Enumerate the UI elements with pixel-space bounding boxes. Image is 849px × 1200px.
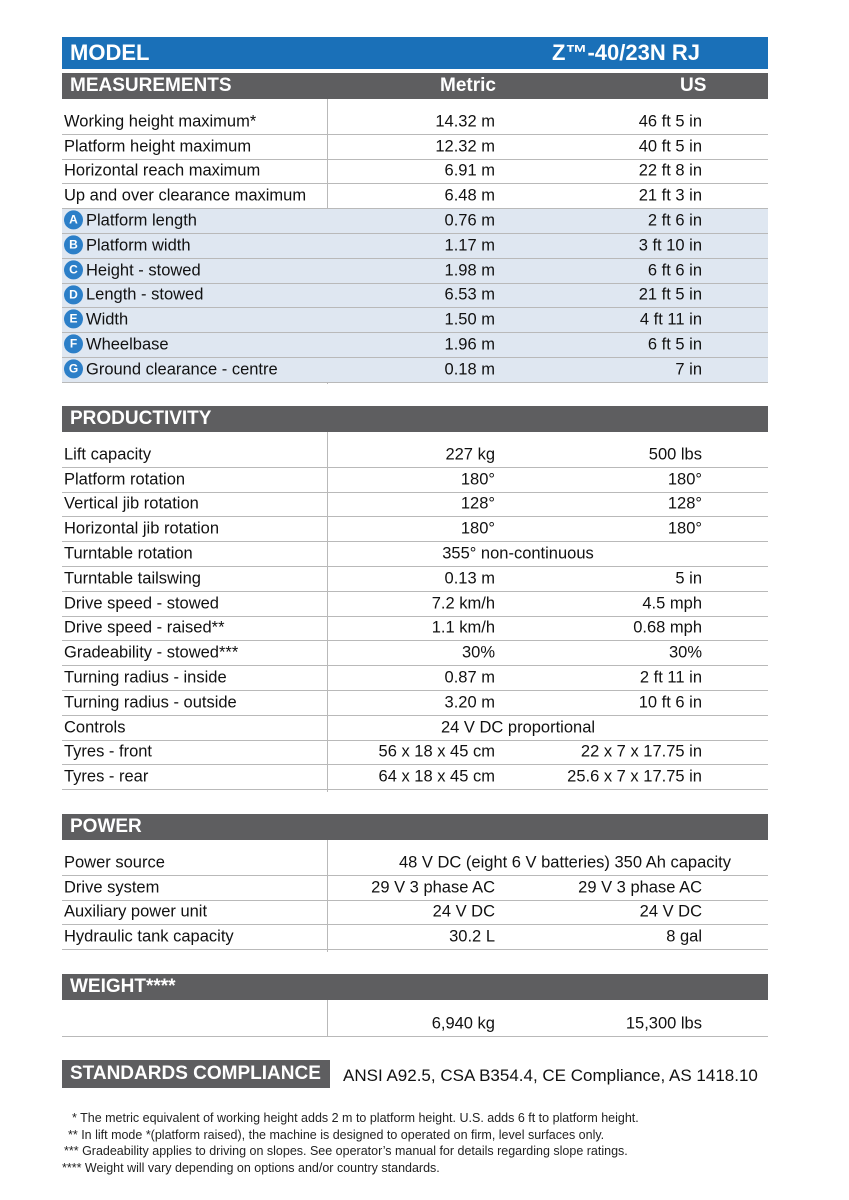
table-row — [62, 308, 768, 333]
us-value: 46 ft 5 in — [638, 112, 702, 131]
table-row — [62, 517, 768, 542]
row-label-text: Turntable tailswing — [64, 569, 201, 588]
us-value: 22 x 7 x 17.75 in — [580, 742, 702, 761]
table-row — [62, 901, 768, 926]
row-label — [64, 187, 306, 206]
row-label-text: Platform rotation — [64, 470, 186, 489]
row-label — [64, 112, 256, 131]
us-value: 2 ft 6 in — [647, 211, 702, 230]
metric-value: 3.20 m — [444, 693, 495, 712]
row-label-text: Tyres - front — [64, 742, 153, 761]
footnotes — [62, 1110, 639, 1176]
row-label-text: Platform height maximum — [64, 137, 252, 156]
row-label — [64, 212, 197, 231]
table-row — [62, 259, 768, 284]
row-label-text: Horizontal jib rotation — [64, 519, 219, 538]
dimension-badge-icon: D — [64, 285, 83, 304]
row-label-text: Platform width — [86, 236, 191, 255]
model-label: MODEL — [70, 40, 150, 65]
row-label-text: Hydraulic tank capacity — [64, 927, 234, 946]
dimension-badge-icon: B — [64, 235, 83, 254]
table-row — [62, 443, 768, 468]
us-value: 30% — [668, 643, 702, 662]
dimension-badge-icon: G — [64, 359, 83, 378]
metric-value: 56 x 18 x 45 cm — [378, 742, 495, 761]
us-value: 6 ft 5 in — [647, 335, 702, 354]
table-row — [62, 542, 768, 567]
dimension-badge-icon: C — [64, 260, 83, 279]
row-label — [64, 669, 227, 688]
row-label — [64, 718, 125, 737]
table-row — [62, 234, 768, 259]
metric-value: 12.32 m — [435, 137, 495, 156]
weight-row — [62, 1011, 768, 1037]
model-name: Z™-40/23N RJ — [552, 40, 700, 65]
row-label — [64, 445, 151, 464]
measurements-title: MEASUREMENTS — [70, 75, 232, 96]
table-row — [62, 209, 768, 234]
metric-value: 30% — [461, 643, 495, 662]
metric-value: 6.53 m — [444, 285, 495, 304]
row-label-text: Turning radius - inside — [64, 668, 227, 687]
us-value: 0.68 mph — [633, 618, 702, 637]
row-label-text: Controls — [64, 718, 126, 737]
model-header — [62, 37, 768, 69]
power-title: POWER — [70, 816, 142, 837]
combined-value: 24 V DC proportional — [440, 718, 596, 737]
metric-value: 128° — [460, 494, 495, 513]
row-label — [64, 743, 152, 762]
table-row — [62, 358, 768, 383]
us-value: 25.6 x 7 x 17.75 in — [567, 767, 702, 786]
row-label — [64, 470, 185, 489]
us-value: 500 lbs — [648, 445, 702, 464]
row-label — [64, 286, 203, 305]
us-value: 40 ft 5 in — [638, 137, 702, 156]
row-label — [64, 162, 260, 181]
table-row — [62, 135, 768, 160]
row-label-text: Up and over clearance maximum — [64, 186, 307, 205]
weight-us: 15,300 lbs — [625, 1014, 702, 1032]
metric-column-header: Metric — [440, 75, 496, 96]
metric-value: 1.96 m — [444, 335, 495, 354]
productivity-header — [62, 406, 768, 432]
standards-header — [62, 1060, 330, 1088]
table-row — [62, 765, 768, 790]
row-label-text: Auxiliary power unit — [64, 902, 208, 921]
dimension-badge-icon: E — [64, 310, 83, 329]
row-label — [64, 261, 201, 280]
table-row — [62, 333, 768, 358]
metric-value: 30.2 L — [449, 927, 495, 946]
table-row — [62, 567, 768, 592]
row-label-text: Length - stowed — [86, 285, 204, 304]
metric-value: 14.32 m — [435, 112, 495, 131]
row-label — [64, 903, 207, 922]
row-label-text: Platform length — [86, 211, 197, 230]
combined-value: 355° non-continuous — [442, 544, 594, 563]
row-label — [64, 693, 237, 712]
row-label-text: Height - stowed — [86, 261, 201, 280]
table-row — [62, 110, 768, 135]
us-value: 29 V 3 phase AC — [578, 878, 702, 897]
row-label-text: Drive system — [64, 878, 160, 897]
row-label-text: Ground clearance - centre — [86, 360, 278, 379]
us-value: 4.5 mph — [642, 594, 702, 613]
us-value: 8 gal — [666, 927, 702, 946]
metric-value: 1.17 m — [444, 236, 495, 255]
metric-value: 29 V 3 phase AC — [371, 878, 495, 897]
dimension-badge-icon: F — [64, 335, 83, 354]
us-value: 4 ft 11 in — [639, 310, 702, 329]
table-row — [62, 493, 768, 518]
row-label-text: Tyres - rear — [64, 767, 149, 786]
row-label-text: Gradeability - stowed*** — [64, 643, 239, 662]
metric-value: 7.2 km/h — [431, 594, 495, 613]
metric-value: 180° — [460, 470, 495, 489]
row-label-text: Vertical jib rotation — [64, 494, 199, 513]
row-label — [64, 236, 191, 255]
table-row — [62, 184, 768, 209]
row-label — [64, 495, 199, 514]
row-label — [64, 644, 238, 663]
row-label — [64, 768, 148, 787]
row-label — [64, 878, 159, 897]
weight-header — [62, 974, 768, 1000]
table-row — [62, 666, 768, 691]
row-label-text: Width — [86, 310, 129, 329]
us-value: 21 ft 5 in — [638, 285, 702, 304]
table-row — [62, 691, 768, 716]
row-label — [64, 311, 128, 330]
metric-value: 0.76 m — [444, 211, 495, 230]
power-table — [62, 851, 768, 950]
table-row — [62, 851, 768, 876]
us-value: 2 ft 11 in — [639, 668, 702, 687]
combined-value: 48 V DC (eight 6 V batteries) 350 Ah capacity — [398, 853, 731, 872]
weight-table — [62, 1011, 768, 1037]
standards-title: STANDARDS COMPLIANCE — [70, 1063, 321, 1084]
us-value: 10 ft 6 in — [638, 693, 702, 712]
table-row — [62, 592, 768, 617]
row-label — [64, 928, 234, 947]
table-row — [62, 160, 768, 185]
table-row — [62, 925, 768, 950]
dimension-badge-icon: A — [64, 211, 83, 230]
metric-value: 0.87 m — [444, 668, 495, 687]
us-value: 7 in — [675, 360, 702, 379]
table-row — [62, 876, 768, 901]
table-row — [62, 716, 768, 741]
row-label-text: Lift capacity — [64, 445, 152, 464]
metric-value: 24 V DC — [432, 902, 495, 921]
row-label-text: Drive speed - raised** — [64, 618, 225, 637]
row-label — [64, 545, 193, 564]
metric-value: 6.91 m — [444, 161, 495, 180]
row-label-text: Turntable rotation — [64, 544, 193, 563]
measurements-table — [62, 110, 768, 383]
table-row — [62, 617, 768, 642]
row-label-text: Turning radius - outside — [64, 693, 237, 712]
weight-title: WEIGHT**** — [70, 976, 176, 997]
footnote: *** Gradeability applies to driving on slopes. See operator’s manual for details regarding slope ratings. — [64, 1144, 628, 1158]
row-label — [64, 569, 201, 588]
row-label — [64, 594, 219, 613]
metric-value: 1.50 m — [444, 310, 495, 329]
power-header — [62, 814, 768, 840]
us-value: 21 ft 3 in — [638, 186, 702, 205]
row-label — [64, 360, 278, 379]
metric-value: 180° — [460, 519, 495, 538]
row-label-text: Horizontal reach maximum — [64, 161, 261, 180]
metric-value: 1.98 m — [444, 261, 495, 280]
us-value: 24 V DC — [639, 902, 702, 921]
row-label-text: Drive speed - stowed — [64, 594, 219, 613]
footnote: * The metric equivalent of working height adds 2 m to platform height. U.S. adds 6 ft to platform height. — [72, 1111, 639, 1125]
table-row — [62, 284, 768, 309]
row-label — [64, 853, 165, 872]
row-label — [64, 619, 225, 638]
footnote: ** In lift mode *(platform raised), the machine is designed to operated on firm, level surfaces only. — [68, 1127, 605, 1142]
metric-value: 64 x 18 x 45 cm — [378, 767, 495, 786]
us-value: 180° — [667, 519, 702, 538]
productivity-title: PRODUCTIVITY — [70, 408, 212, 429]
us-value: 6 ft 6 in — [647, 261, 702, 280]
us-value: 3 ft 10 in — [638, 236, 702, 255]
metric-value: 1.1 km/h — [431, 618, 495, 637]
productivity-table — [62, 443, 768, 790]
measurements-header — [62, 73, 768, 99]
standards-text: ANSI A92.5, CSA B354.4, CE Compliance, AS 1418.10 — [343, 1066, 758, 1085]
metric-value: 0.13 m — [444, 569, 495, 588]
table-row — [62, 641, 768, 666]
metric-value: 0.18 m — [444, 360, 495, 379]
row-label-text: Wheelbase — [86, 335, 169, 354]
us-value: 5 in — [675, 569, 702, 588]
row-label — [64, 335, 169, 354]
us-value: 180° — [667, 470, 702, 489]
row-label — [64, 520, 219, 539]
metric-value: 6.48 m — [444, 186, 495, 205]
table-row — [62, 741, 768, 766]
us-value: 128° — [667, 494, 702, 513]
row-label-text: Working height maximum* — [64, 112, 257, 131]
footnote: **** Weight will vary depending on options and/or country standards. — [62, 1160, 440, 1175]
metric-value: 227 kg — [445, 445, 495, 464]
us-column-header: US — [680, 75, 707, 96]
row-label — [64, 137, 251, 156]
weight-metric: 6,940 kg — [431, 1014, 495, 1032]
table-row — [62, 468, 768, 493]
us-value: 22 ft 8 in — [638, 161, 702, 180]
row-label-text: Power source — [64, 853, 165, 872]
